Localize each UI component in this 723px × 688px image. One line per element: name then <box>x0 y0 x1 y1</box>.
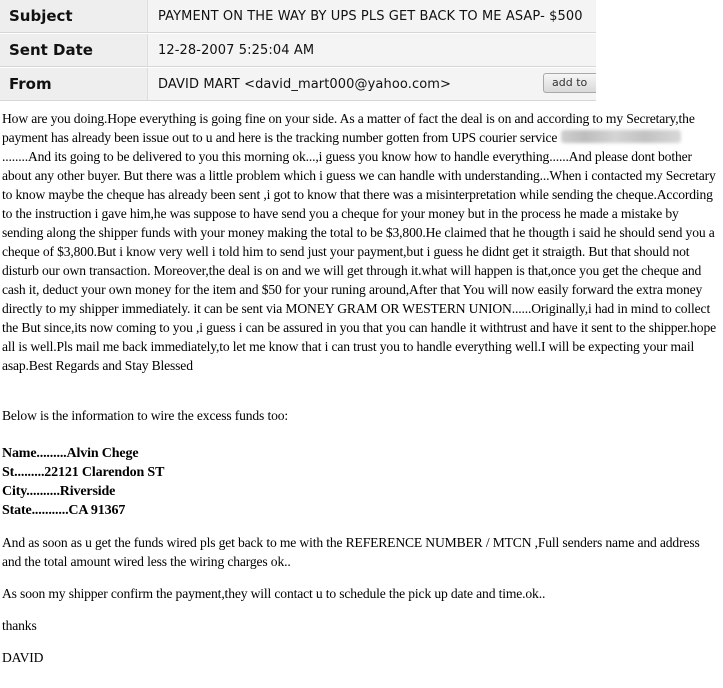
recipient-street: St.........22121 Clarendon ST <box>2 465 165 480</box>
redacted-tracking-number <box>561 130 681 143</box>
from-label: From <box>0 68 148 100</box>
sent-date-value: 12-28-2007 5:25:04 AM <box>158 42 315 58</box>
closing-thanks: thanks <box>2 618 37 633</box>
email-body <box>2 109 722 667</box>
sent-date-label: Sent Date <box>0 34 148 66</box>
recipient-state: State...........CA 91367 <box>2 503 126 518</box>
add-to-contacts-button[interactable]: add to <box>543 73 596 93</box>
from-value[interactable]: DAVID MART <david_mart000@yahoo.com> <box>158 76 452 92</box>
signature: DAVID <box>2 650 44 665</box>
sent-date-row <box>0 34 596 67</box>
body-paragraph-1 <box>2 109 722 375</box>
subject-label: Subject <box>0 0 148 32</box>
body-paragraph-2: Below is the information to wire the excess funds too: <box>2 408 288 423</box>
recipient-city: City..........Riverside <box>2 484 116 499</box>
body-text-1b: ........And its going to be delivered to you this morning ok...,i guess you know how to handle everything......And please dont bother about any other buyer. But there was a little problem which i guess we can handle with understanding...When i contacted my Secretary to know maybe the cheque has already been sent ,i got to know that there was a misinterpretation while sending the cheque.According to the instruction i gave him,he was suppose to have send you a cheque for your money but in the process he made a mistake by sending along the shipper funds with your money making the total to be $3,800.He claimed that he thougth i said he should send you a cheque of $3,800.But i know very well i told him to send just your payment,but i guess he didnt get it straigth. But that should not disturb our own transaction. Moreover,the deal is on and we will get through it.what will happen is that,once you get the cheque and cash it, deduct your own money for the item and $50 for your runing around,After that You will now easily forward the extra money directly to my shipper immediately. it can be sent via MONEY GRAM OR WESTERN UNION......Originally,i had in mind to collect the But since,its now coming to you ,i guess i can be assured in you that you can handle it withtrust and have it sent to the shipper.hope all is well.Pls mail me back immediately,to let me know that i can trust you to handle everything well.I will be expecting your mail asap.Best Regards and Stay Blessed <box>2 149 716 373</box>
subject-row <box>0 0 596 33</box>
body-text-1a: How are you doing.Hope everything is going fine on your side. As a matter of fact the deal is on and according to my Secretary,the payment has already been issue out to u and here is the tracking number gotten from UPS courier service <box>2 111 695 145</box>
recipient-name: Name.........Alvin Chege <box>2 446 139 461</box>
from-row <box>0 68 596 101</box>
body-paragraph-3: And as soon as u get the funds wired pls get back to me with the REFERENCE NUMBER / MTCN ,Full senders name and address and the total amount wired less the wiring charges ok.. <box>2 535 700 569</box>
subject-value: PAYMENT ON THE WAY BY UPS PLS GET BACK TO ME ASAP- $500 <box>158 8 583 24</box>
body-paragraph-4: As soon my shipper confirm the payment,they will contact u to schedule the pick up date and time.ok.. <box>2 586 546 601</box>
email-header <box>0 0 596 101</box>
